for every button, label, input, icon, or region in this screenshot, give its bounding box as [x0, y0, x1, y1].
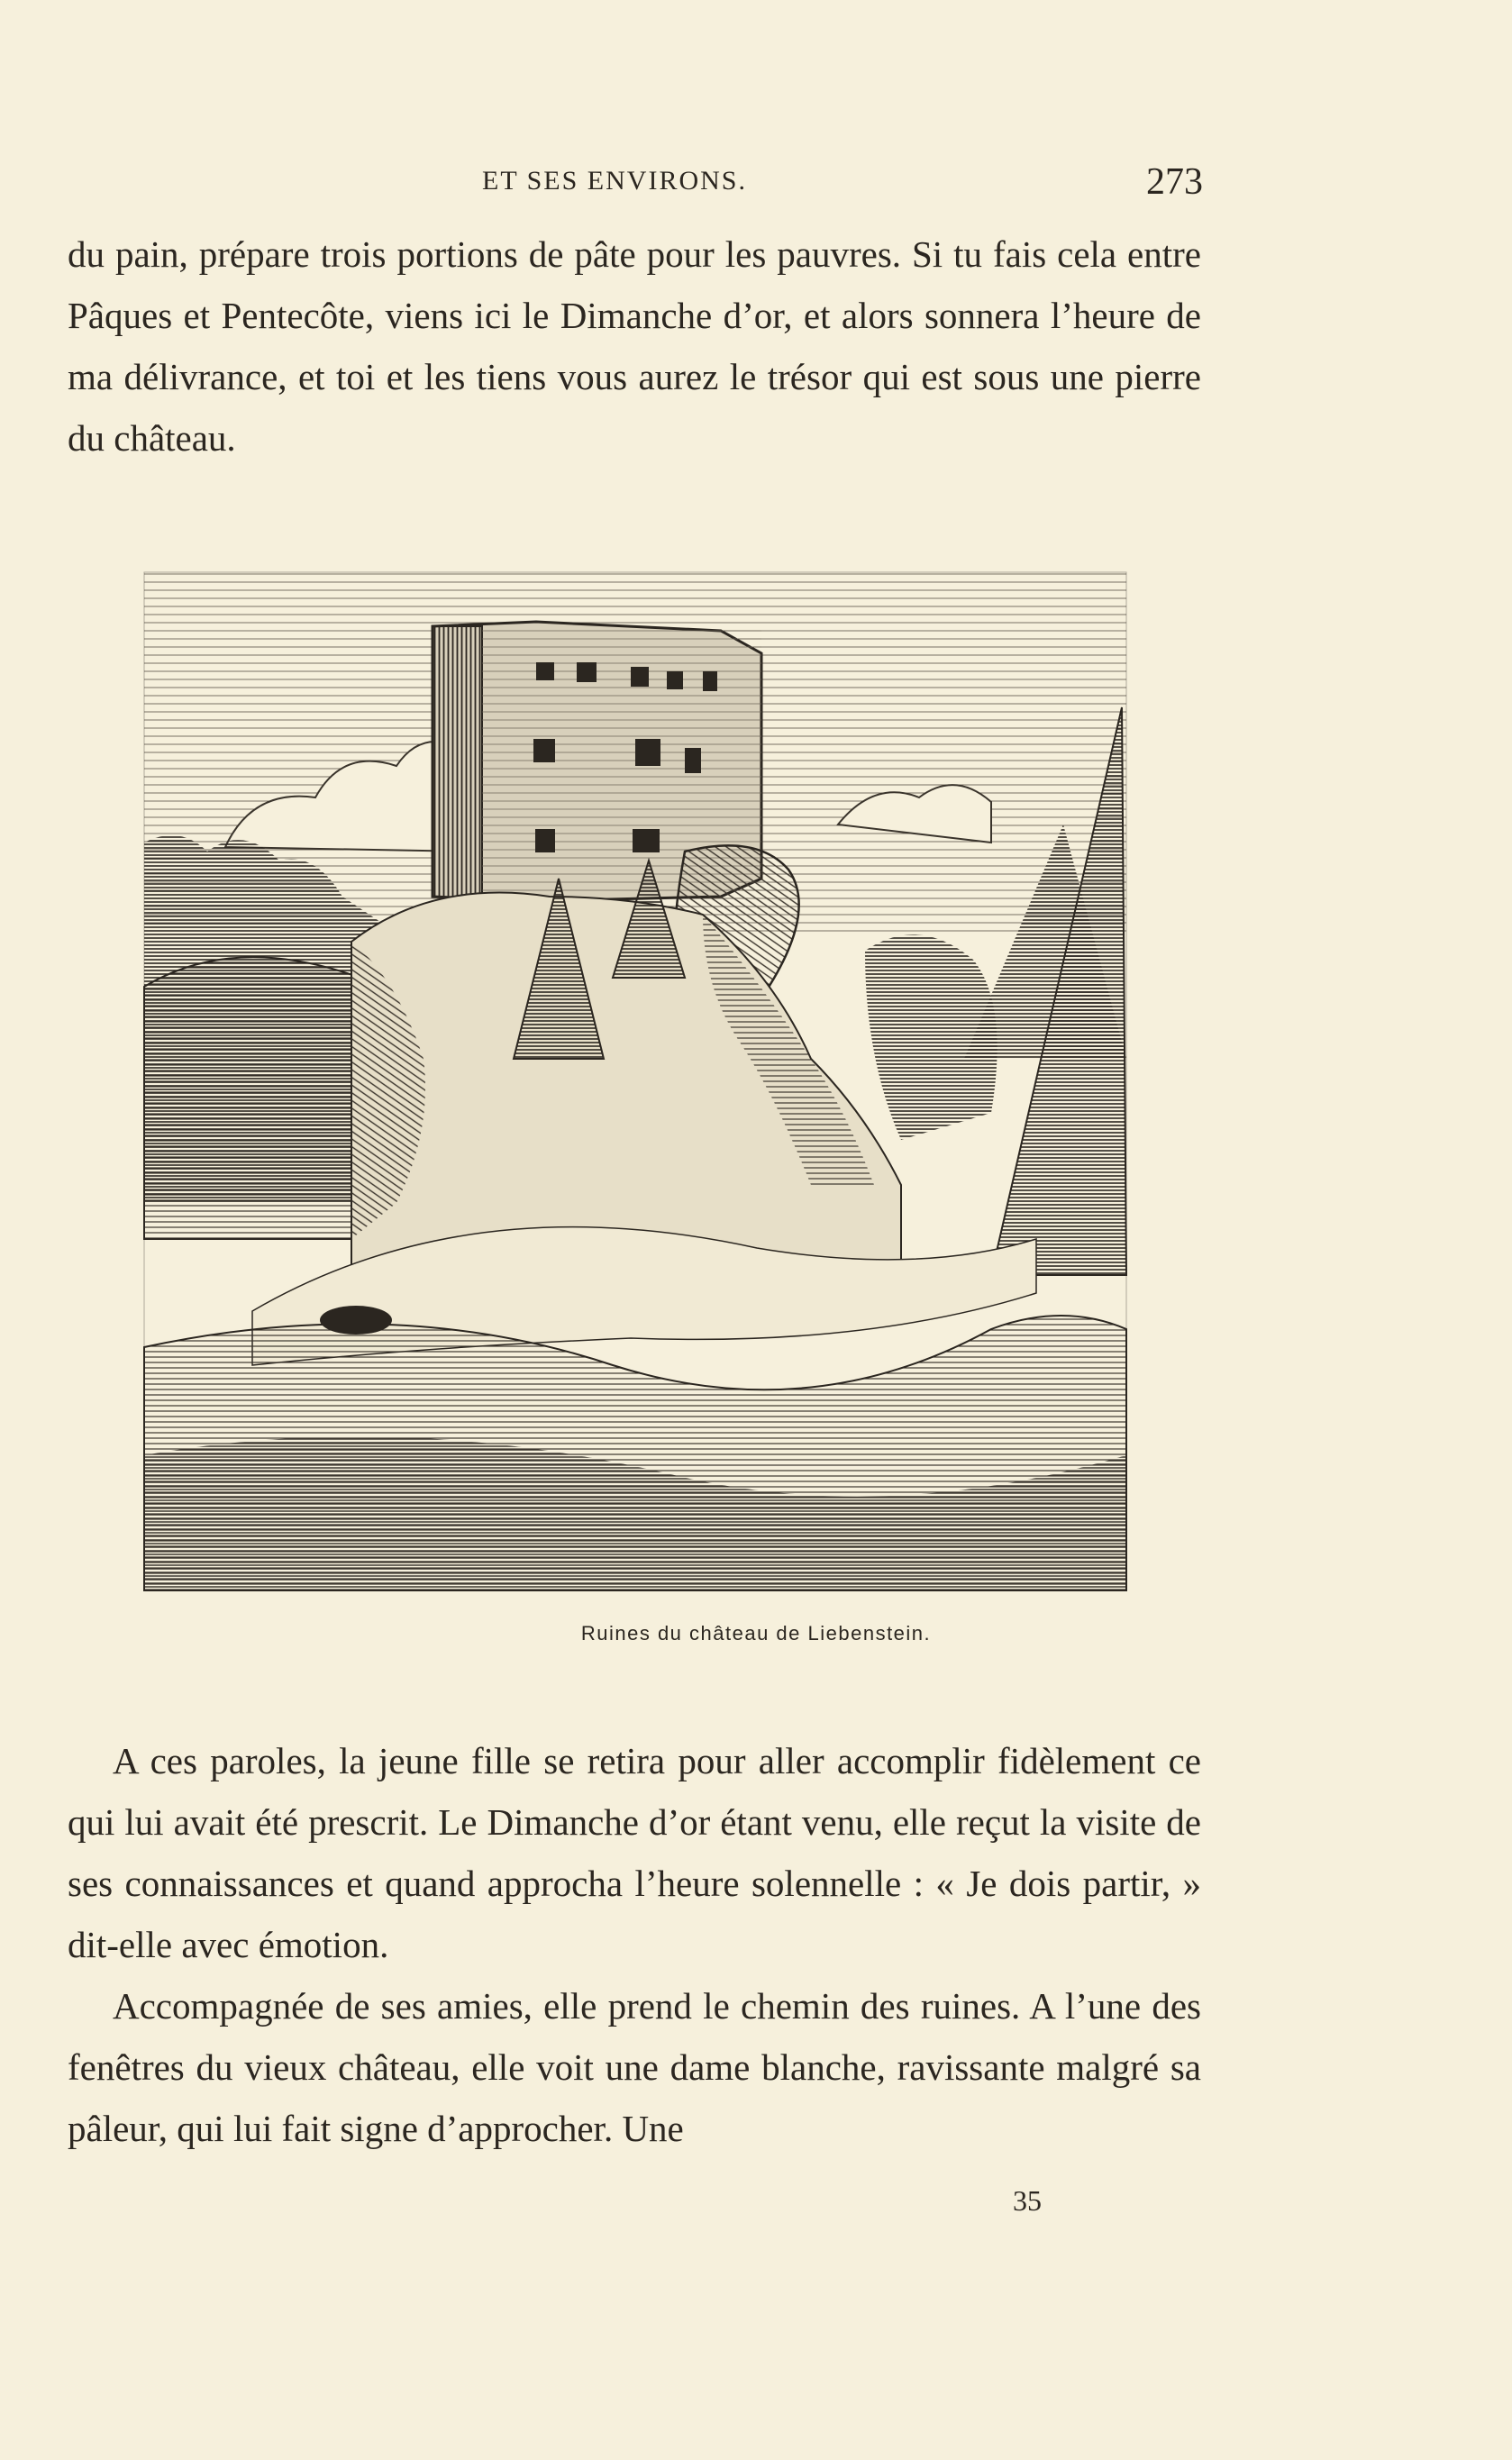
running-title: ET SES ENVIRONS. [482, 166, 747, 196]
resting-figure [320, 1306, 392, 1335]
running-head [68, 160, 1203, 205]
page-number: 273 [1146, 161, 1203, 203]
signature-mark: 35 [1013, 2184, 1042, 2217]
text-top [68, 223, 1201, 469]
engraving-illustration [126, 554, 1144, 1604]
figure-caption: Ruines du château de Liebenstein. [580, 1622, 932, 1645]
paragraph-1: A ces paroles, la jeune fille se retira pour aller accomplir fidèlement ce qui lui avait été prescrit. Le Dimanche d’or étant venu, elle reçut la visite de ses connaissances et quand approcha l’heure solennelle : « Je dois partir, » dit-elle avec émotion. [68, 1740, 1201, 1965]
text-bottom [68, 1730, 1201, 2159]
paragraph-continued: du pain, prépare trois portions de pâte pour les pauvres. Si tu fais cela entre Pâques et Pentecôte, viens ici le Dimanche d’or, et alors sonnera l’heure de ma délivrance, et toi et les tiens vous aurez le trésor qui est sous une pierre du château. [68, 233, 1201, 459]
paragraph-2: Accompagnée de ses amies, elle prend le chemin des ruines. A l’une des fenêtres du vieux château, elle voit une dame blanche, ravissante malgré sa pâleur, qui lui fait signe d’approcher. Une [68, 1985, 1201, 2149]
right-bushes [865, 934, 997, 1140]
